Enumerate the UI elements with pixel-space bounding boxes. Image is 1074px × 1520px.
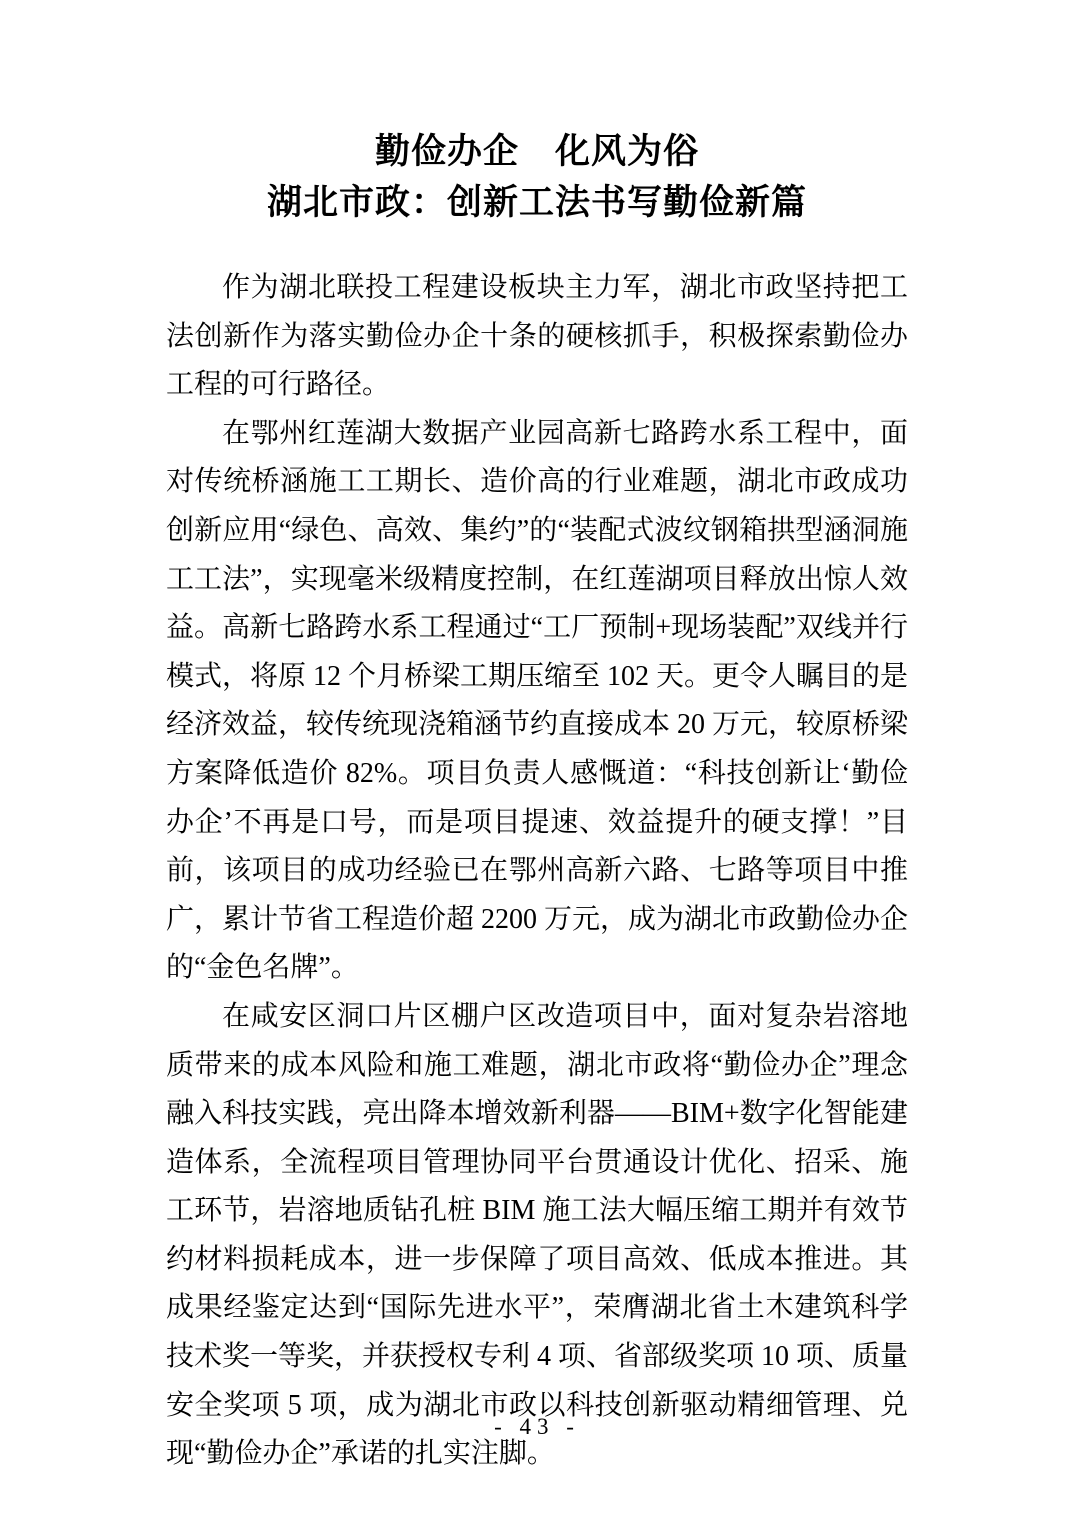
document-title-line-1: 勤俭办企 化风为俗: [374, 132, 699, 171]
body-paragraph: 在鄂州红莲湖大数据产业园高新七路跨水系工程中，面对传统桥涵施工工期长、造价高的行业难题，湖北市政成功创新应用“绿色、高效、集约”的“装配式波纹钢箱拱型涵洞施工工法”，实现毫米级精度控制，在红莲湖项目释放出惊人效益。高新七路跨水系工程通过“工厂预制+现场装配”双线并行模式，将原 12 个月桥梁工期压缩至 102 天。更令人瞩目的是经济效益，较传统现浇箱涵节约直接成本 20 万元，较原桥梁方案降低造价 82%。项目负责人感慨道：“科技创新让‘勤俭办企’不再是口号，而是项目提速、效益提升的硬支撑！”目前，该项目的成功经验已在鄂州高新六路、七路等项目中推广，累计节省工程造价超 2200 万元，成为湖北市政勤俭办企的“金色名牌”。: [166, 417, 909, 984]
body-paragraph: 作为湖北联投工程建设板块主力军，湖北市政坚持把工法创新作为落实勤俭办企十条的硬核抓手，积极探索勤俭办工程的可行路径。: [166, 272, 908, 401]
body-paragraph: 在咸安区洞口片区棚户区改造项目中，面对复杂岩溶地质带来的成本风险和施工难题，湖北市政将“勤俭办企”理念融入科技实践，亮出降本增效新利器——BIM+数字化智能建造体系，全流程项目管理协同平台贯通设计优化、招采、施工环节，岩溶地质钻孔桩 BIM 施工法大幅压缩工期并有效节约材料损耗成本，进一步保障了项目高效、低成本推进。其成果经鉴定达到“国际先进水平”，荣膺湖北省土木建筑科学技术奖一等奖，并获授权专利 4 项、省部级奖项 10 项、质量安全奖项 5 项，成为湖北市政以科技创新驱动精细管理、兑现“勤俭办企”承诺的扎实注脚。: [166, 1000, 909, 1470]
page-number: - 43 -: [494, 1414, 580, 1439]
document-body: [166, 264, 908, 1479]
document-title-line-2: 湖北市政：创新工法书写勤俭新篇: [266, 183, 807, 222]
